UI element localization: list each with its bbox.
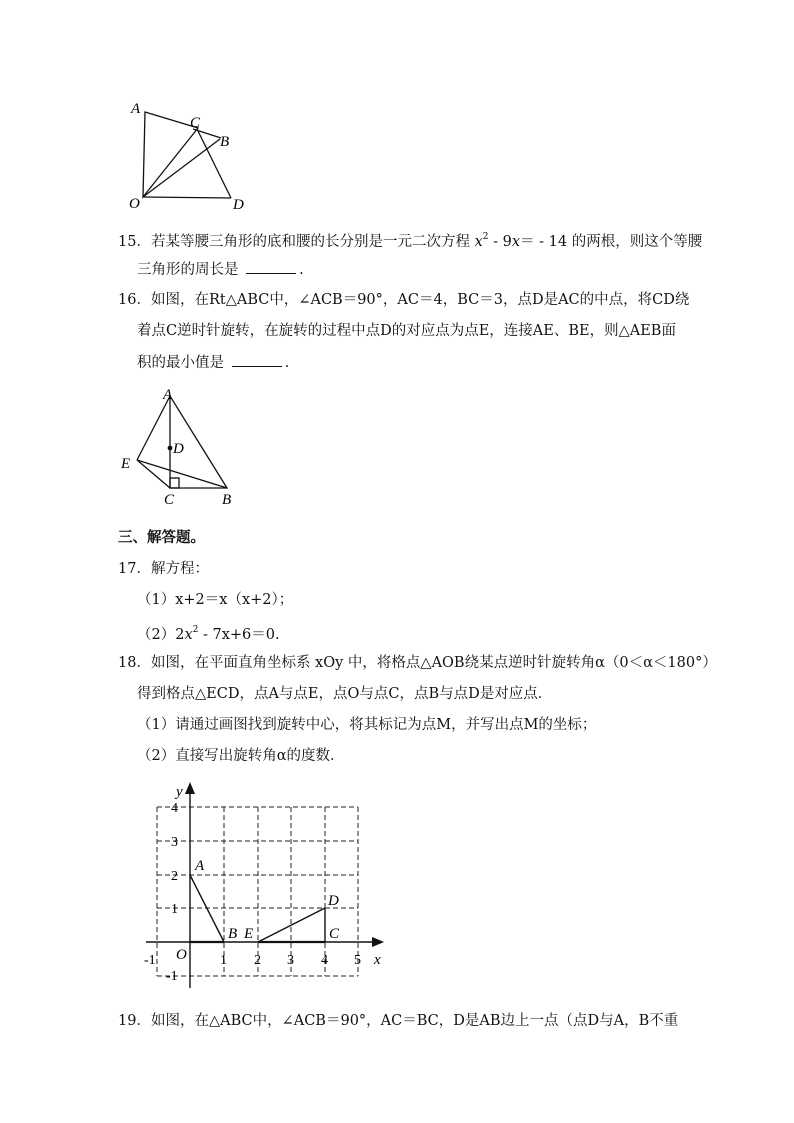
q15-line2: 三角形的周长是 .	[137, 259, 304, 280]
label-A: A	[131, 101, 141, 117]
q17-part2: $(2)2x^2 - 7x+6=0$.	[137, 625, 280, 643]
figure-q18-grid	[138, 778, 398, 1003]
axis-label-y: y	[176, 784, 183, 800]
x-tick-5: 5	[354, 953, 361, 968]
q18-line1: 18．如图，在平面直角坐标系 xOy 中，将格点△AOB绕某点逆时针旋转角α（0＜α＜180°）	[118, 655, 717, 671]
point-label-E: E	[244, 926, 254, 942]
y-tick-3: 3	[171, 835, 178, 850]
x-tick-3: 3	[287, 953, 294, 968]
figure-q16	[115, 385, 245, 510]
point-label-C: C	[329, 926, 340, 942]
point-D	[168, 446, 173, 451]
q18-part1: （1）请通过画图找到旋转中心，将其标记为点M，并写出点M的坐标；	[137, 717, 597, 733]
q19-line1: 19．如图，在△ABC中，∠ACB＝90°，AC＝BC，D是AB边上一点（点D与A，B不重	[118, 1013, 679, 1029]
q16-line3: 积的最小值是 .	[137, 352, 289, 373]
figure-q14	[120, 95, 260, 217]
y-tick-1: 1	[171, 902, 178, 917]
q17-part1: （1）x+2＝x（x+2）；	[137, 592, 294, 608]
label-D: D	[173, 441, 184, 457]
answer-blank[interactable]	[232, 352, 282, 367]
q16-line1: 16．如图，在Rt△ABC中，∠ACB＝90°，AC＝4，BC＝3，点D是AC的中点，将CD绕	[118, 292, 690, 308]
q17-stem: 17．解方程：	[118, 561, 209, 577]
label-D: D	[233, 197, 244, 213]
right-angle-mark	[170, 478, 179, 488]
point-label-B: B	[228, 926, 238, 942]
q18-line2: 得到格点△ECD，点A与点E，点O与点C，点B与点D是对应点．	[137, 686, 553, 702]
origin-label: O	[176, 947, 187, 963]
label-B: B	[222, 492, 232, 508]
point-label-A: A	[195, 858, 205, 874]
x-axis-arrow	[372, 937, 384, 947]
axis-label-x: x	[374, 952, 381, 968]
q15-line1: 15．若某等腰三角形的底和腰的长分别是一元二次方程 $x^2 - 9x= - 14$ 的两根，则这个等腰	[118, 232, 703, 250]
answer-blank[interactable]	[246, 259, 296, 274]
section-title: 三、解答题。	[118, 530, 205, 546]
y-tick-4: 4	[171, 801, 178, 816]
label-C: C	[190, 115, 201, 131]
label-C: C	[164, 492, 175, 508]
label-O: O	[129, 196, 140, 212]
x-tick-1: 1	[220, 953, 227, 968]
label-E: E	[121, 456, 131, 472]
y-tick-neg1: -1	[166, 969, 178, 984]
q18-part2: （2）直接写出旋转角α的度数．	[137, 748, 345, 764]
point-label-D: D	[328, 893, 339, 909]
x-tick-2: 2	[254, 953, 261, 968]
label-A: A	[163, 387, 173, 403]
q16-line2: 着点C逆时针旋转，在旋转的过程中点D的对应点为点E，连接AE、BE，则△AEB面	[137, 323, 676, 339]
x-tick-4: 4	[321, 953, 328, 968]
segment-AB	[190, 875, 224, 942]
label-B: B	[220, 134, 230, 150]
y-axis-arrow	[185, 782, 195, 794]
x-tick-neg1: -1	[144, 953, 156, 968]
y-tick-2: 2	[171, 869, 178, 884]
